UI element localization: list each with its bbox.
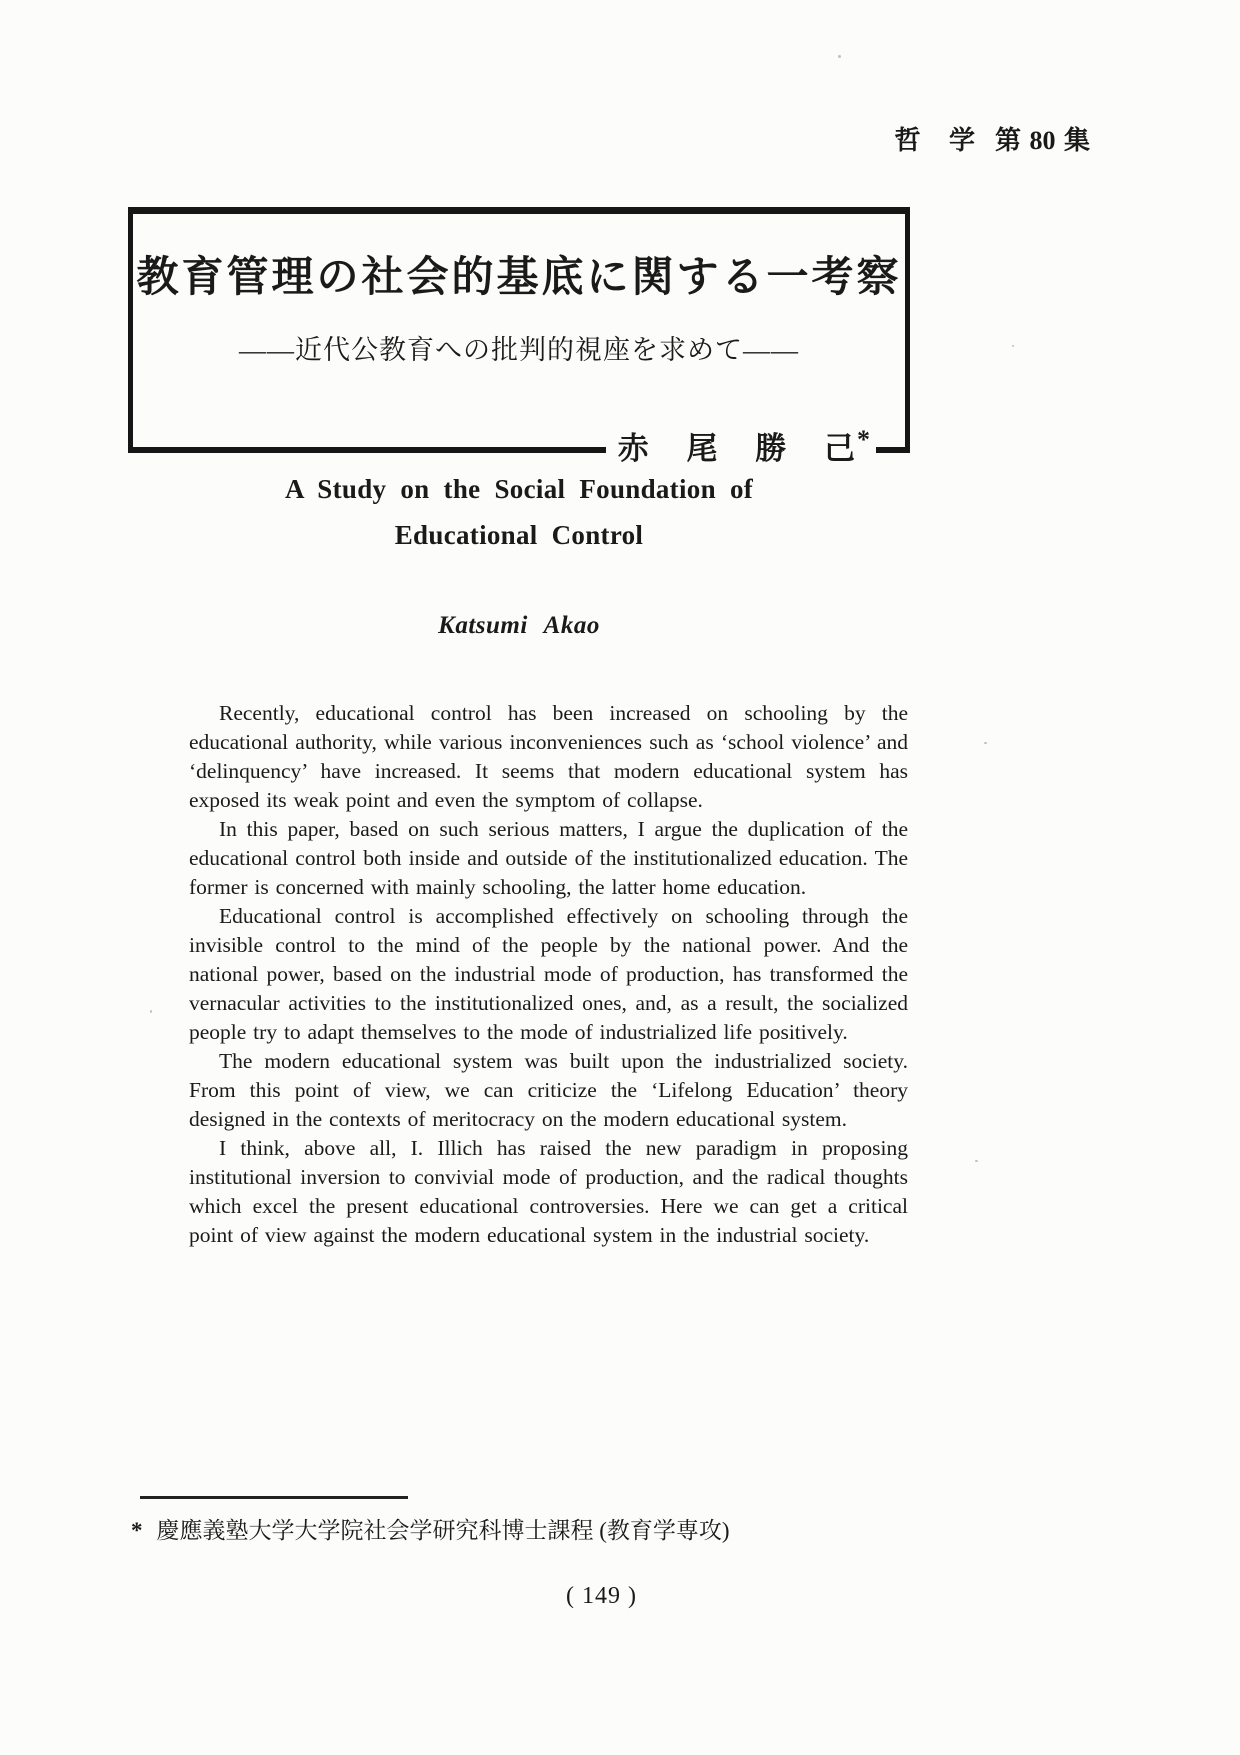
article-title-english [128, 466, 910, 558]
abstract-paragraph: Educational control is accomplished effectively on schooling through the invisible control to the mind of the people by the national power. And the national power, based on the industrial mode of production, has transformed the vernacular activities to the institutionalized ones, and, as a result, the socialized people try to adapt themselves to the mode of industrialized life positively. [189, 904, 908, 1044]
footnote [131, 1512, 1091, 1545]
article-subtitle-japanese: ——近代公教育への批判的視座を求めて—— [239, 335, 799, 365]
footnote-marker: * [131, 1518, 143, 1543]
journal-masthead [894, 120, 1090, 157]
abstract-paragraph: Recently, educational control has been increased on schooling by the educational authority, while various inconveniences such as ‘school violence’ and ‘delinquency’ have increased. It seems that modern educational system has exposed its weak point and even the symptom of collapse. [189, 701, 908, 812]
abstract-body [189, 699, 908, 1250]
scan-noise [1012, 345, 1014, 347]
footnote-divider [140, 1496, 408, 1499]
article-title-japanese: 教育管理の社会的基底に関する一考察 [136, 255, 902, 301]
author-name-japanese: 赤 尾 勝 己 [617, 430, 855, 466]
page-number: ( 149 ) [566, 1583, 637, 1609]
abstract-paragraph: The modern educational system was built upon the industrialized society. From this point of view, we can criticize the ‘Lifelong Education’ theory designed in the contexts of meritocracy on the modern educational system. [189, 1049, 908, 1131]
title-box [128, 207, 910, 466]
footnote-text: 慶應義塾大学大学院社会学研究科博士課程 (教育学専攻) [156, 1518, 730, 1543]
scan-noise [150, 1010, 152, 1013]
author-rule-right [876, 447, 910, 453]
english-title-line1: A Study on the Social Foundation of [284, 474, 754, 504]
abstract-paragraph: In this paper, based on such serious matters, I argue the duplication of the educational control both inside and outside of the institutionalized education. The former is concerned with mainly schooling, the latter home education. [189, 817, 908, 899]
journal-name: 哲 学 [894, 126, 975, 155]
journal-volume: 第 80 集 [994, 126, 1090, 155]
author-rule-left [128, 447, 606, 453]
author-name-english: Katsumi Akao [438, 612, 600, 639]
author-footnote-marker: * [857, 425, 870, 454]
scan-noise [984, 742, 987, 744]
english-title-line2: Educational Control [394, 520, 644, 550]
abstract-paragraph: I think, above all, I. Illich has raised the new paradigm in proposing institutional inversion to convivial mode of production, and the radical thoughts which excel the present educational controversies. Here we can get a critical point of view against the modern educational system in the industrial society. [189, 1136, 908, 1247]
scan-noise [975, 1160, 978, 1162]
author-rule-row [128, 425, 910, 469]
scan-noise [838, 55, 841, 58]
